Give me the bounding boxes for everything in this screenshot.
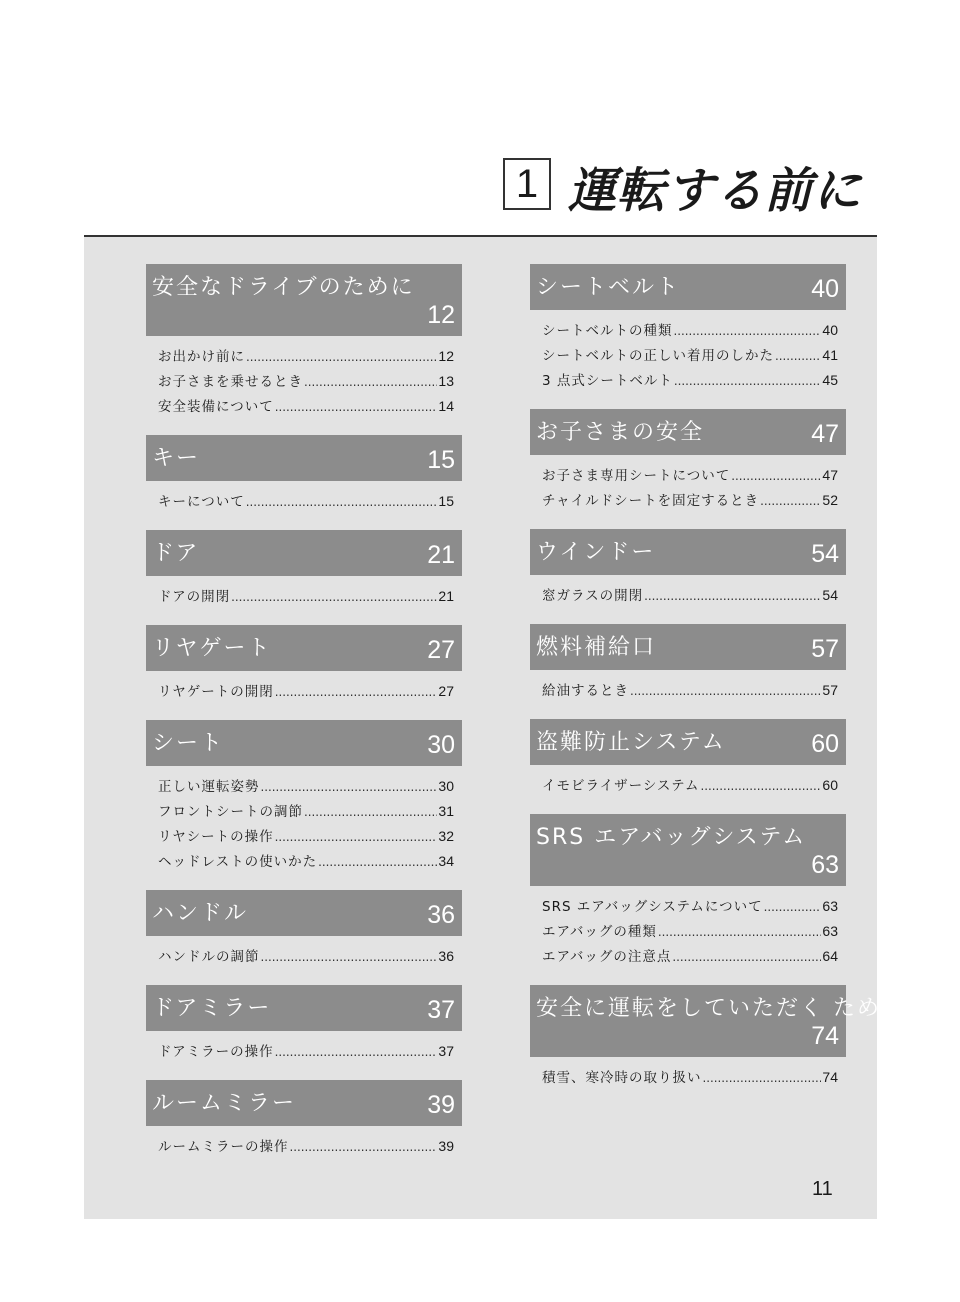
chapter-title: 運転する前に bbox=[568, 163, 863, 219]
dot-leader bbox=[275, 680, 438, 704]
section-heading[interactable] bbox=[146, 435, 462, 481]
dot-leader bbox=[275, 1040, 438, 1064]
entry-list bbox=[530, 455, 846, 517]
entry-list bbox=[146, 336, 462, 423]
toc-section bbox=[146, 530, 462, 613]
section-title: ドア bbox=[152, 541, 200, 566]
toc-entry[interactable] bbox=[158, 394, 454, 419]
toc-entry[interactable] bbox=[158, 1134, 454, 1159]
toc-section bbox=[530, 529, 846, 612]
section-heading[interactable] bbox=[530, 719, 846, 765]
section-heading[interactable] bbox=[146, 720, 462, 766]
entry-page: 12 bbox=[438, 348, 454, 364]
entry-list bbox=[146, 576, 462, 613]
section-heading[interactable] bbox=[530, 409, 846, 455]
dot-leader bbox=[731, 464, 821, 488]
toc-entry[interactable] bbox=[158, 489, 454, 514]
entry-page: 45 bbox=[822, 372, 838, 388]
entry-page: 13 bbox=[438, 373, 454, 389]
toc-section bbox=[530, 814, 846, 973]
entry-list bbox=[146, 936, 462, 973]
entry-page: 40 bbox=[822, 322, 838, 338]
entry-list bbox=[530, 765, 846, 802]
dot-leader bbox=[672, 945, 821, 969]
entry-list bbox=[146, 1126, 462, 1163]
entry-title: 窓ガラスの開閉 bbox=[542, 588, 644, 604]
left-column bbox=[146, 264, 462, 1175]
page-number: 11 bbox=[812, 1178, 833, 1200]
dot-leader bbox=[304, 370, 437, 394]
section-heading[interactable] bbox=[530, 264, 846, 310]
entry-page: 37 bbox=[438, 1043, 454, 1059]
toc-entry[interactable] bbox=[158, 344, 454, 369]
dot-leader bbox=[775, 344, 821, 368]
dot-leader bbox=[674, 369, 822, 393]
toc-section bbox=[530, 624, 846, 707]
section-heading[interactable] bbox=[530, 985, 905, 1057]
toc-entry[interactable] bbox=[542, 583, 838, 608]
toc-entry[interactable] bbox=[542, 488, 838, 513]
toc-section bbox=[146, 890, 462, 973]
section-page: 74 bbox=[811, 1022, 839, 1050]
section-title: ドアミラー bbox=[152, 996, 272, 1021]
dot-leader bbox=[304, 800, 437, 824]
section-heading[interactable] bbox=[146, 625, 462, 671]
entry-title: エアバッグの種類 bbox=[542, 924, 657, 940]
dot-leader bbox=[703, 1066, 822, 1090]
toc-entry[interactable] bbox=[158, 679, 454, 704]
section-page: 30 bbox=[427, 731, 455, 759]
entry-title: 正しい運転姿勢 bbox=[158, 779, 260, 795]
toc-section bbox=[146, 1080, 462, 1163]
dot-leader bbox=[246, 345, 437, 369]
section-heading[interactable] bbox=[530, 814, 846, 886]
toc-entry[interactable] bbox=[158, 849, 454, 874]
toc-entry[interactable] bbox=[542, 318, 838, 343]
entry-title: シートベルトの種類 bbox=[542, 323, 673, 339]
entry-title: 積雪、寒冷時の取り扱い bbox=[542, 1070, 702, 1086]
section-title: 燃料補給口 bbox=[536, 635, 657, 660]
dot-leader bbox=[318, 850, 437, 874]
entry-page: 34 bbox=[438, 853, 454, 869]
section-page: 57 bbox=[811, 635, 839, 663]
section-heading[interactable] bbox=[146, 264, 462, 336]
section-heading[interactable] bbox=[146, 890, 462, 936]
dot-leader bbox=[644, 584, 821, 608]
dot-leader bbox=[630, 679, 821, 703]
section-title: SRS エアバッグシステム bbox=[536, 825, 807, 850]
section-heading[interactable] bbox=[146, 530, 462, 576]
toc-entry[interactable] bbox=[158, 944, 454, 969]
section-page: 63 bbox=[811, 851, 839, 879]
dot-leader bbox=[764, 895, 822, 919]
section-page: 54 bbox=[811, 540, 839, 568]
toc-entry[interactable] bbox=[542, 773, 838, 798]
entry-list bbox=[530, 670, 846, 707]
entry-page: 63 bbox=[822, 898, 838, 914]
entry-title: ドアの開閉 bbox=[158, 589, 231, 605]
section-heading[interactable] bbox=[146, 985, 462, 1031]
entry-title: フロントシートの調節 bbox=[158, 804, 303, 820]
toc-entry[interactable] bbox=[158, 1039, 454, 1064]
section-title: 盗難防止システム bbox=[536, 730, 726, 755]
chapter-number-box: 1 bbox=[503, 158, 551, 210]
entry-page: 15 bbox=[438, 493, 454, 509]
entry-list bbox=[146, 671, 462, 708]
toc-section bbox=[146, 625, 462, 708]
toc-section bbox=[530, 985, 905, 1094]
section-page: 39 bbox=[427, 1091, 455, 1119]
entry-title: SRS エアバッグシステムについて bbox=[542, 899, 763, 915]
toc-section bbox=[146, 435, 462, 518]
entry-list bbox=[530, 1057, 846, 1094]
toc-entry[interactable] bbox=[158, 774, 454, 799]
entry-title: イモビライザーシステム bbox=[542, 778, 700, 794]
toc-section bbox=[146, 720, 462, 878]
dot-leader bbox=[658, 920, 822, 944]
entry-page: 57 bbox=[822, 682, 838, 698]
toc-entry[interactable] bbox=[158, 584, 454, 609]
toc-entry[interactable] bbox=[158, 824, 454, 849]
toc-entry[interactable] bbox=[542, 944, 838, 969]
section-page: 21 bbox=[427, 541, 455, 569]
entry-page: 52 bbox=[822, 492, 838, 508]
section-page: 27 bbox=[427, 636, 455, 664]
dot-leader bbox=[700, 774, 821, 798]
entry-page: 47 bbox=[822, 467, 838, 483]
entry-title: リヤゲートの開閉 bbox=[158, 684, 274, 700]
section-title: 安全なドライブのために bbox=[152, 275, 415, 300]
entry-title: エアバッグの注意点 bbox=[542, 949, 672, 965]
section-title: ハンドル bbox=[152, 901, 249, 926]
toc-entry[interactable] bbox=[542, 894, 838, 919]
entry-title: リヤシートの操作 bbox=[158, 829, 274, 845]
section-title: ルームミラー bbox=[152, 1091, 297, 1116]
entry-page: 41 bbox=[822, 347, 838, 363]
dot-leader bbox=[760, 489, 821, 513]
entry-list bbox=[146, 1031, 462, 1068]
dot-leader bbox=[261, 945, 438, 969]
entry-title: チャイルドシートを固定するとき bbox=[542, 493, 760, 509]
entry-page: 39 bbox=[438, 1138, 454, 1154]
entry-title: キーについて bbox=[158, 494, 245, 510]
toc-entry[interactable] bbox=[542, 463, 838, 488]
toc-entry[interactable] bbox=[542, 919, 838, 944]
toc-entry[interactable] bbox=[158, 369, 454, 394]
entry-page: 21 bbox=[438, 588, 454, 604]
toc-entry[interactable] bbox=[542, 368, 838, 393]
entry-title: ドアミラーの操作 bbox=[158, 1044, 274, 1060]
section-page: 12 bbox=[427, 301, 455, 329]
toc-entry[interactable] bbox=[542, 678, 838, 703]
entry-page: 27 bbox=[438, 683, 454, 699]
toc-entry[interactable] bbox=[158, 799, 454, 824]
entry-title: ヘッドレストの使いかた bbox=[158, 854, 318, 870]
toc-entry[interactable] bbox=[542, 343, 838, 368]
toc-section bbox=[530, 719, 846, 802]
section-title: リヤゲート bbox=[152, 636, 272, 661]
toc-section bbox=[530, 409, 846, 517]
section-title: シートベルト bbox=[536, 275, 681, 300]
toc-section bbox=[146, 985, 462, 1068]
entry-title: ハンドルの調節 bbox=[158, 949, 260, 965]
toc-entry[interactable] bbox=[542, 1065, 838, 1090]
section-page: 47 bbox=[811, 420, 839, 448]
section-page: 40 bbox=[811, 275, 839, 303]
entry-page: 64 bbox=[822, 948, 838, 964]
entry-title: 給油するとき bbox=[542, 683, 629, 699]
right-column bbox=[530, 264, 905, 1106]
entry-list bbox=[530, 310, 846, 397]
section-page: 36 bbox=[427, 901, 455, 929]
entry-title: お子さま専用シートについて bbox=[542, 468, 731, 484]
entry-title: お出かけ前に bbox=[158, 349, 245, 365]
entry-page: 31 bbox=[438, 803, 454, 819]
entry-page: 60 bbox=[822, 777, 838, 793]
dot-leader bbox=[275, 825, 438, 849]
dot-leader bbox=[231, 585, 437, 609]
entry-page: 14 bbox=[438, 398, 454, 414]
entry-page: 63 bbox=[822, 923, 838, 939]
entry-title: お子さまを乗せるとき bbox=[158, 374, 303, 390]
entry-page: 32 bbox=[438, 828, 454, 844]
section-heading[interactable] bbox=[146, 1080, 462, 1126]
section-title: シート bbox=[152, 731, 225, 756]
dot-leader bbox=[290, 1135, 438, 1159]
entry-page: 36 bbox=[438, 948, 454, 964]
dot-leader bbox=[674, 319, 822, 343]
entry-title: ルームミラーの操作 bbox=[158, 1139, 289, 1155]
entry-list bbox=[530, 575, 846, 612]
section-title: 安全に運転をしていただく ために bbox=[536, 996, 905, 1021]
entry-list bbox=[146, 766, 462, 878]
entry-title: 3 点式シートベルト bbox=[542, 373, 673, 389]
toc-section bbox=[146, 264, 462, 423]
entry-list bbox=[146, 481, 462, 518]
entry-list bbox=[530, 886, 846, 973]
section-title: ウインドー bbox=[536, 540, 656, 565]
section-page: 60 bbox=[811, 730, 839, 758]
dot-leader bbox=[261, 775, 438, 799]
section-title: キー bbox=[152, 446, 201, 471]
dot-leader bbox=[246, 490, 438, 514]
section-page: 15 bbox=[427, 446, 455, 474]
dot-leader bbox=[275, 395, 438, 419]
section-heading[interactable] bbox=[530, 624, 846, 670]
entry-page: 74 bbox=[822, 1069, 838, 1085]
section-heading[interactable] bbox=[530, 529, 846, 575]
entry-title: 安全装備について bbox=[158, 399, 274, 415]
toc-section bbox=[530, 264, 846, 397]
entry-page: 54 bbox=[822, 587, 838, 603]
entry-page: 30 bbox=[438, 778, 454, 794]
section-page: 37 bbox=[427, 996, 455, 1024]
entry-title: シートベルトの正しい着用のしかた bbox=[542, 348, 774, 364]
section-title: お子さまの安全 bbox=[536, 420, 705, 445]
